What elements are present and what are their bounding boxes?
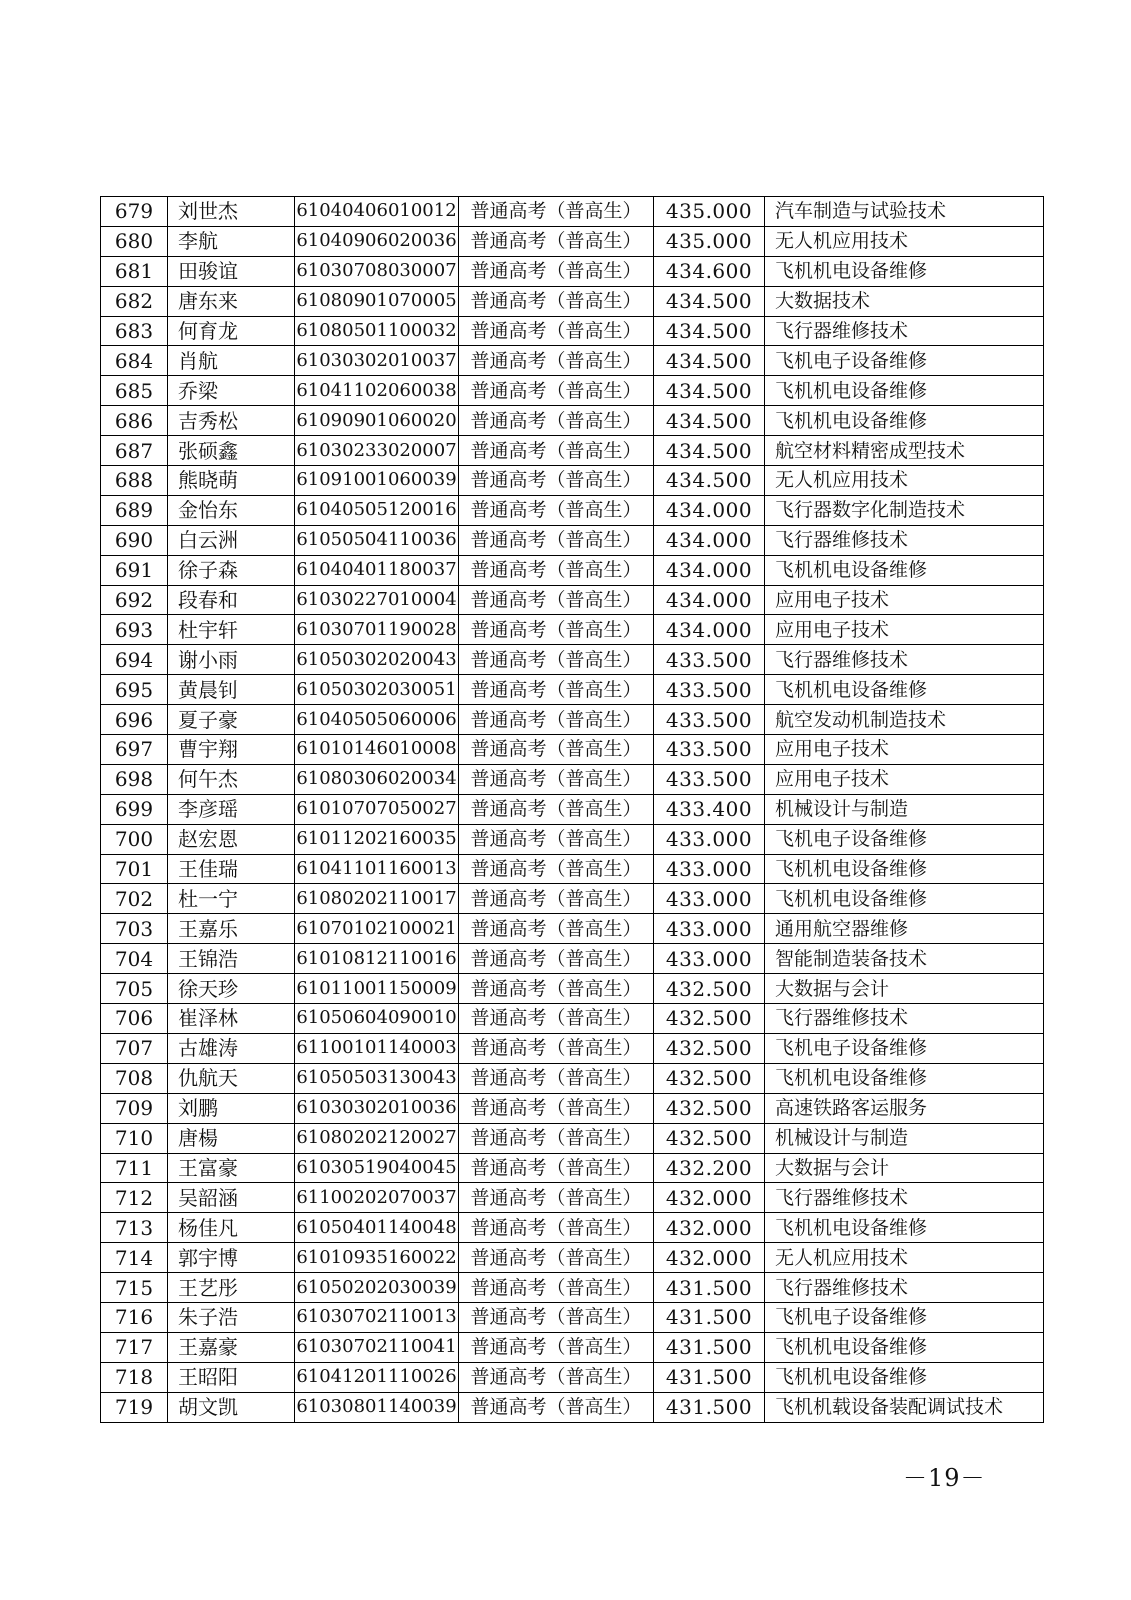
table-row	[101, 316, 1044, 346]
table-row	[101, 256, 1044, 286]
table-row	[101, 1392, 1044, 1422]
student-name-cell: 仇航天	[168, 1063, 295, 1093]
student-name-cell: 白云洲	[168, 525, 295, 555]
exam-id-cell: 61030702110013	[295, 1302, 459, 1332]
table-row	[101, 466, 1044, 496]
exam-id-cell: 61050302020043	[295, 645, 459, 675]
serial-number-cell: 708	[101, 1063, 168, 1093]
major-cell: 无人机应用技术	[765, 466, 1044, 496]
major-cell: 飞行器维修技术	[765, 1183, 1044, 1213]
exam-type-cell: 普通高考（普高生）	[459, 286, 654, 316]
serial-number-cell: 691	[101, 555, 168, 585]
serial-number-cell: 709	[101, 1093, 168, 1123]
exam-id-cell: 61040505120016	[295, 495, 459, 525]
serial-number-cell: 693	[101, 615, 168, 645]
exam-type-cell: 普通高考（普高生）	[459, 406, 654, 436]
exam-type-cell: 普通高考（普高生）	[459, 1183, 654, 1213]
major-cell: 飞行器维修技术	[765, 1004, 1044, 1034]
exam-type-cell: 普通高考（普高生）	[459, 197, 654, 227]
student-name-cell: 肖航	[168, 346, 295, 376]
student-name-cell: 古雄涛	[168, 1033, 295, 1063]
major-cell: 飞机机电设备维修	[765, 1213, 1044, 1243]
exam-type-cell: 普通高考（普高生）	[459, 1273, 654, 1303]
exam-id-cell: 61080501100032	[295, 316, 459, 346]
score-cell: 432.500	[654, 1004, 765, 1034]
major-cell: 无人机应用技术	[765, 226, 1044, 256]
student-name-cell: 谢小雨	[168, 645, 295, 675]
major-cell: 飞机电子设备维修	[765, 1302, 1044, 1332]
exam-type-cell: 普通高考（普高生）	[459, 466, 654, 496]
serial-number-cell: 713	[101, 1213, 168, 1243]
score-cell: 432.500	[654, 1033, 765, 1063]
serial-number-cell: 700	[101, 824, 168, 854]
student-name-cell: 唐东来	[168, 286, 295, 316]
student-name-cell: 刘鹏	[168, 1093, 295, 1123]
major-cell: 飞机机电设备维修	[765, 555, 1044, 585]
exam-id-cell: 61080202110017	[295, 884, 459, 914]
exam-type-cell: 普通高考（普高生）	[459, 436, 654, 466]
exam-id-cell: 61030801140039	[295, 1392, 459, 1422]
student-name-cell: 王富豪	[168, 1153, 295, 1183]
score-cell: 432.000	[654, 1243, 765, 1273]
score-cell: 432.200	[654, 1153, 765, 1183]
exam-id-cell: 61040505060006	[295, 705, 459, 735]
table-row	[101, 436, 1044, 466]
major-cell: 智能制造装备技术	[765, 944, 1044, 974]
serial-number-cell: 688	[101, 466, 168, 496]
student-name-cell: 赵宏恩	[168, 824, 295, 854]
table-row	[101, 346, 1044, 376]
student-name-cell: 李彦瑶	[168, 794, 295, 824]
table-row	[101, 1243, 1044, 1273]
student-name-cell: 徐子森	[168, 555, 295, 585]
score-cell: 432.000	[654, 1183, 765, 1213]
student-name-cell: 段春和	[168, 585, 295, 615]
major-cell: 飞行器数字化制造技术	[765, 495, 1044, 525]
student-name-cell: 杜一宁	[168, 884, 295, 914]
score-cell: 434.500	[654, 436, 765, 466]
score-cell: 433.000	[654, 854, 765, 884]
student-name-cell: 王嘉乐	[168, 914, 295, 944]
score-cell: 434.000	[654, 495, 765, 525]
student-name-cell: 刘世杰	[168, 197, 295, 227]
exam-type-cell: 普通高考（普高生）	[459, 884, 654, 914]
serial-number-cell: 699	[101, 794, 168, 824]
table-row	[101, 884, 1044, 914]
score-cell: 432.500	[654, 974, 765, 1004]
score-cell: 434.500	[654, 406, 765, 436]
exam-type-cell: 普通高考（普高生）	[459, 226, 654, 256]
exam-type-cell: 普通高考（普高生）	[459, 525, 654, 555]
table-row	[101, 974, 1044, 1004]
student-name-cell: 李航	[168, 226, 295, 256]
major-cell: 机械设计与制造	[765, 1123, 1044, 1153]
exam-id-cell: 61010935160022	[295, 1243, 459, 1273]
exam-id-cell: 61030701190028	[295, 615, 459, 645]
exam-id-cell: 61041102060038	[295, 376, 459, 406]
table-row	[101, 1213, 1044, 1243]
serial-number-cell: 685	[101, 376, 168, 406]
exam-type-cell: 普通高考（普高生）	[459, 495, 654, 525]
score-cell: 434.000	[654, 615, 765, 645]
exam-id-cell: 61100101140003	[295, 1033, 459, 1063]
score-cell: 431.500	[654, 1302, 765, 1332]
student-name-cell: 金怡东	[168, 495, 295, 525]
major-cell: 飞机机电设备维修	[765, 884, 1044, 914]
score-cell: 431.500	[654, 1332, 765, 1362]
exam-type-cell: 普通高考（普高生）	[459, 1392, 654, 1422]
major-cell: 航空发动机制造技术	[765, 705, 1044, 735]
major-cell: 飞机机电设备维修	[765, 675, 1044, 705]
serial-number-cell: 715	[101, 1273, 168, 1303]
exam-type-cell: 普通高考（普高生）	[459, 1243, 654, 1273]
exam-id-cell: 61030302010037	[295, 346, 459, 376]
exam-id-cell: 61040406010012	[295, 197, 459, 227]
exam-id-cell: 61050604090010	[295, 1004, 459, 1034]
score-cell: 433.400	[654, 794, 765, 824]
exam-id-cell: 61011001150009	[295, 974, 459, 1004]
major-cell: 飞行器维修技术	[765, 525, 1044, 555]
student-name-cell: 杜宇轩	[168, 615, 295, 645]
exam-id-cell: 61080202120027	[295, 1123, 459, 1153]
exam-id-cell: 61010146010008	[295, 735, 459, 765]
serial-number-cell: 681	[101, 256, 168, 286]
serial-number-cell: 684	[101, 346, 168, 376]
exam-id-cell: 61080306020034	[295, 764, 459, 794]
student-name-cell: 黄晨钊	[168, 675, 295, 705]
table-row	[101, 1093, 1044, 1123]
student-name-cell: 吉秀松	[168, 406, 295, 436]
serial-number-cell: 696	[101, 705, 168, 735]
table-row	[101, 944, 1044, 974]
serial-number-cell: 689	[101, 495, 168, 525]
exam-id-cell: 61040906020036	[295, 226, 459, 256]
serial-number-cell: 680	[101, 226, 168, 256]
student-name-cell: 吴韶涵	[168, 1183, 295, 1213]
exam-id-cell: 61050504110036	[295, 525, 459, 555]
student-name-cell: 郭宇博	[168, 1243, 295, 1273]
serial-number-cell: 686	[101, 406, 168, 436]
admission-roster-table	[100, 196, 1044, 1423]
score-cell: 433.500	[654, 675, 765, 705]
exam-type-cell: 普通高考（普高生）	[459, 914, 654, 944]
exam-type-cell: 普通高考（普高生）	[459, 346, 654, 376]
exam-type-cell: 普通高考（普高生）	[459, 1153, 654, 1183]
student-name-cell: 何育龙	[168, 316, 295, 346]
student-name-cell: 乔梁	[168, 376, 295, 406]
exam-type-cell: 普通高考（普高生）	[459, 585, 654, 615]
major-cell: 大数据与会计	[765, 974, 1044, 1004]
major-cell: 飞机机载设备装配调试技术	[765, 1392, 1044, 1422]
major-cell: 应用电子技术	[765, 735, 1044, 765]
table-row	[101, 615, 1044, 645]
roster-body	[101, 197, 1044, 1423]
table-row	[101, 585, 1044, 615]
student-name-cell: 朱子浩	[168, 1302, 295, 1332]
serial-number-cell: 697	[101, 735, 168, 765]
exam-type-cell: 普通高考（普高生）	[459, 645, 654, 675]
table-row	[101, 1063, 1044, 1093]
exam-id-cell: 61090901060020	[295, 406, 459, 436]
exam-id-cell: 61091001060039	[295, 466, 459, 496]
exam-type-cell: 普通高考（普高生）	[459, 794, 654, 824]
table-row	[101, 286, 1044, 316]
major-cell: 航空材料精密成型技术	[765, 436, 1044, 466]
major-cell: 汽车制造与试验技术	[765, 197, 1044, 227]
score-cell: 431.500	[654, 1273, 765, 1303]
exam-type-cell: 普通高考（普高生）	[459, 1004, 654, 1034]
exam-type-cell: 普通高考（普高生）	[459, 376, 654, 406]
table-row	[101, 824, 1044, 854]
serial-number-cell: 711	[101, 1153, 168, 1183]
score-cell: 432.500	[654, 1093, 765, 1123]
table-row	[101, 1273, 1044, 1303]
exam-type-cell: 普通高考（普高生）	[459, 944, 654, 974]
table-row	[101, 1004, 1044, 1034]
table-row	[101, 794, 1044, 824]
serial-number-cell: 703	[101, 914, 168, 944]
student-name-cell: 唐楊	[168, 1123, 295, 1153]
exam-id-cell: 61070102100021	[295, 914, 459, 944]
exam-id-cell: 61030233020007	[295, 436, 459, 466]
exam-id-cell: 61100202070037	[295, 1183, 459, 1213]
exam-type-cell: 普通高考（普高生）	[459, 615, 654, 645]
score-cell: 434.000	[654, 585, 765, 615]
exam-id-cell: 61050401140048	[295, 1213, 459, 1243]
major-cell: 应用电子技术	[765, 585, 1044, 615]
major-cell: 飞行器维修技术	[765, 316, 1044, 346]
exam-type-cell: 普通高考（普高生）	[459, 974, 654, 1004]
major-cell: 飞机机电设备维修	[765, 406, 1044, 436]
student-name-cell: 曹宇翔	[168, 735, 295, 765]
major-cell: 应用电子技术	[765, 615, 1044, 645]
exam-id-cell: 61010812110016	[295, 944, 459, 974]
score-cell: 434.500	[654, 316, 765, 346]
table-row	[101, 1332, 1044, 1362]
table-row	[101, 197, 1044, 227]
student-name-cell: 何午杰	[168, 764, 295, 794]
exam-type-cell: 普通高考（普高生）	[459, 1093, 654, 1123]
exam-id-cell: 61011202160035	[295, 824, 459, 854]
serial-number-cell: 695	[101, 675, 168, 705]
exam-id-cell: 61030708030007	[295, 256, 459, 286]
exam-id-cell: 61050302030051	[295, 675, 459, 705]
exam-type-cell: 普通高考（普高生）	[459, 1213, 654, 1243]
student-name-cell: 徐天珍	[168, 974, 295, 1004]
student-name-cell: 王嘉豪	[168, 1332, 295, 1362]
exam-type-cell: 普通高考（普高生）	[459, 1362, 654, 1392]
major-cell: 飞机电子设备维修	[765, 824, 1044, 854]
table-row	[101, 406, 1044, 436]
score-cell: 433.500	[654, 705, 765, 735]
serial-number-cell: 717	[101, 1332, 168, 1362]
score-cell: 434.500	[654, 346, 765, 376]
table-row	[101, 1123, 1044, 1153]
exam-type-cell: 普通高考（普高生）	[459, 705, 654, 735]
serial-number-cell: 679	[101, 197, 168, 227]
score-cell: 431.500	[654, 1362, 765, 1392]
exam-id-cell: 61050202030039	[295, 1273, 459, 1303]
major-cell: 飞机电子设备维修	[765, 1033, 1044, 1063]
major-cell: 无人机应用技术	[765, 1243, 1044, 1273]
serial-number-cell: 719	[101, 1392, 168, 1422]
student-name-cell: 王锦浩	[168, 944, 295, 974]
exam-type-cell: 普通高考（普高生）	[459, 555, 654, 585]
serial-number-cell: 698	[101, 764, 168, 794]
table-row	[101, 854, 1044, 884]
table-row	[101, 645, 1044, 675]
student-name-cell: 胡文凯	[168, 1392, 295, 1422]
student-name-cell: 田骏谊	[168, 256, 295, 286]
serial-number-cell: 701	[101, 854, 168, 884]
score-cell: 434.500	[654, 376, 765, 406]
major-cell: 飞机机电设备维修	[765, 854, 1044, 884]
exam-type-cell: 普通高考（普高生）	[459, 256, 654, 286]
score-cell: 432.500	[654, 1063, 765, 1093]
score-cell: 431.500	[654, 1392, 765, 1422]
student-name-cell: 张硕鑫	[168, 436, 295, 466]
exam-type-cell: 普通高考（普高生）	[459, 824, 654, 854]
table-row	[101, 705, 1044, 735]
table-row	[101, 764, 1044, 794]
score-cell: 434.000	[654, 555, 765, 585]
score-cell: 434.500	[654, 286, 765, 316]
table-row	[101, 376, 1044, 406]
table-row	[101, 1183, 1044, 1213]
exam-type-cell: 普通高考（普高生）	[459, 316, 654, 346]
exam-type-cell: 普通高考（普高生）	[459, 735, 654, 765]
student-name-cell: 熊晓萌	[168, 466, 295, 496]
major-cell: 飞行器维修技术	[765, 645, 1044, 675]
major-cell: 大数据与会计	[765, 1153, 1044, 1183]
exam-type-cell: 普通高考（普高生）	[459, 1033, 654, 1063]
serial-number-cell: 707	[101, 1033, 168, 1063]
exam-type-cell: 普通高考（普高生）	[459, 675, 654, 705]
major-cell: 飞机机电设备维修	[765, 1362, 1044, 1392]
serial-number-cell: 714	[101, 1243, 168, 1273]
serial-number-cell: 712	[101, 1183, 168, 1213]
serial-number-cell: 682	[101, 286, 168, 316]
exam-id-cell: 61030702110041	[295, 1332, 459, 1362]
table-row	[101, 1302, 1044, 1332]
major-cell: 飞机机电设备维修	[765, 376, 1044, 406]
exam-type-cell: 普通高考（普高生）	[459, 1302, 654, 1332]
score-cell: 434.000	[654, 525, 765, 555]
table-row	[101, 555, 1044, 585]
score-cell: 435.000	[654, 226, 765, 256]
exam-id-cell: 61030227010004	[295, 585, 459, 615]
exam-type-cell: 普通高考（普高生）	[459, 1123, 654, 1153]
score-cell: 434.600	[654, 256, 765, 286]
major-cell: 应用电子技术	[765, 764, 1044, 794]
serial-number-cell: 690	[101, 525, 168, 555]
exam-id-cell: 61050503130043	[295, 1063, 459, 1093]
major-cell: 通用航空器维修	[765, 914, 1044, 944]
table-row	[101, 735, 1044, 765]
table-row	[101, 1153, 1044, 1183]
major-cell: 机械设计与制造	[765, 794, 1044, 824]
serial-number-cell: 718	[101, 1362, 168, 1392]
major-cell: 飞机机电设备维修	[765, 1332, 1044, 1362]
serial-number-cell: 692	[101, 585, 168, 615]
table-row	[101, 525, 1044, 555]
exam-id-cell: 61041101160013	[295, 854, 459, 884]
major-cell: 飞机机电设备维修	[765, 256, 1044, 286]
score-cell: 432.000	[654, 1213, 765, 1243]
exam-id-cell: 61010707050027	[295, 794, 459, 824]
serial-number-cell: 687	[101, 436, 168, 466]
major-cell: 高速铁路客运服务	[765, 1093, 1044, 1123]
exam-type-cell: 普通高考（普高生）	[459, 764, 654, 794]
serial-number-cell: 716	[101, 1302, 168, 1332]
student-name-cell: 王昭阳	[168, 1362, 295, 1392]
score-cell: 434.500	[654, 466, 765, 496]
score-cell: 433.000	[654, 944, 765, 974]
table-row	[101, 675, 1044, 705]
page-number: －19－	[903, 1464, 986, 1492]
major-cell: 飞行器维修技术	[765, 1273, 1044, 1303]
score-cell: 433.500	[654, 645, 765, 675]
exam-type-cell: 普通高考（普高生）	[459, 854, 654, 884]
serial-number-cell: 683	[101, 316, 168, 346]
serial-number-cell: 694	[101, 645, 168, 675]
table-row	[101, 495, 1044, 525]
serial-number-cell: 706	[101, 1004, 168, 1034]
exam-id-cell: 61030302010036	[295, 1093, 459, 1123]
serial-number-cell: 705	[101, 974, 168, 1004]
serial-number-cell: 710	[101, 1123, 168, 1153]
exam-id-cell: 61041201110026	[295, 1362, 459, 1392]
student-name-cell: 夏子豪	[168, 705, 295, 735]
score-cell: 433.000	[654, 824, 765, 854]
serial-number-cell: 702	[101, 884, 168, 914]
table-row	[101, 1362, 1044, 1392]
student-name-cell: 王佳瑞	[168, 854, 295, 884]
score-cell: 433.500	[654, 764, 765, 794]
major-cell: 大数据技术	[765, 286, 1044, 316]
exam-id-cell: 61040401180037	[295, 555, 459, 585]
exam-id-cell: 61030519040045	[295, 1153, 459, 1183]
score-cell: 433.000	[654, 884, 765, 914]
table-row	[101, 1033, 1044, 1063]
score-cell: 432.500	[654, 1123, 765, 1153]
major-cell: 飞机电子设备维修	[765, 346, 1044, 376]
major-cell: 飞机机电设备维修	[765, 1063, 1044, 1093]
exam-type-cell: 普通高考（普高生）	[459, 1063, 654, 1093]
serial-number-cell: 704	[101, 944, 168, 974]
student-name-cell: 崔泽林	[168, 1004, 295, 1034]
score-cell: 435.000	[654, 197, 765, 227]
exam-type-cell: 普通高考（普高生）	[459, 1332, 654, 1362]
student-name-cell: 杨佳凡	[168, 1213, 295, 1243]
exam-id-cell: 61080901070005	[295, 286, 459, 316]
student-name-cell: 王艺彤	[168, 1273, 295, 1303]
table-row	[101, 914, 1044, 944]
table-row	[101, 226, 1044, 256]
score-cell: 433.500	[654, 735, 765, 765]
score-cell: 433.000	[654, 914, 765, 944]
